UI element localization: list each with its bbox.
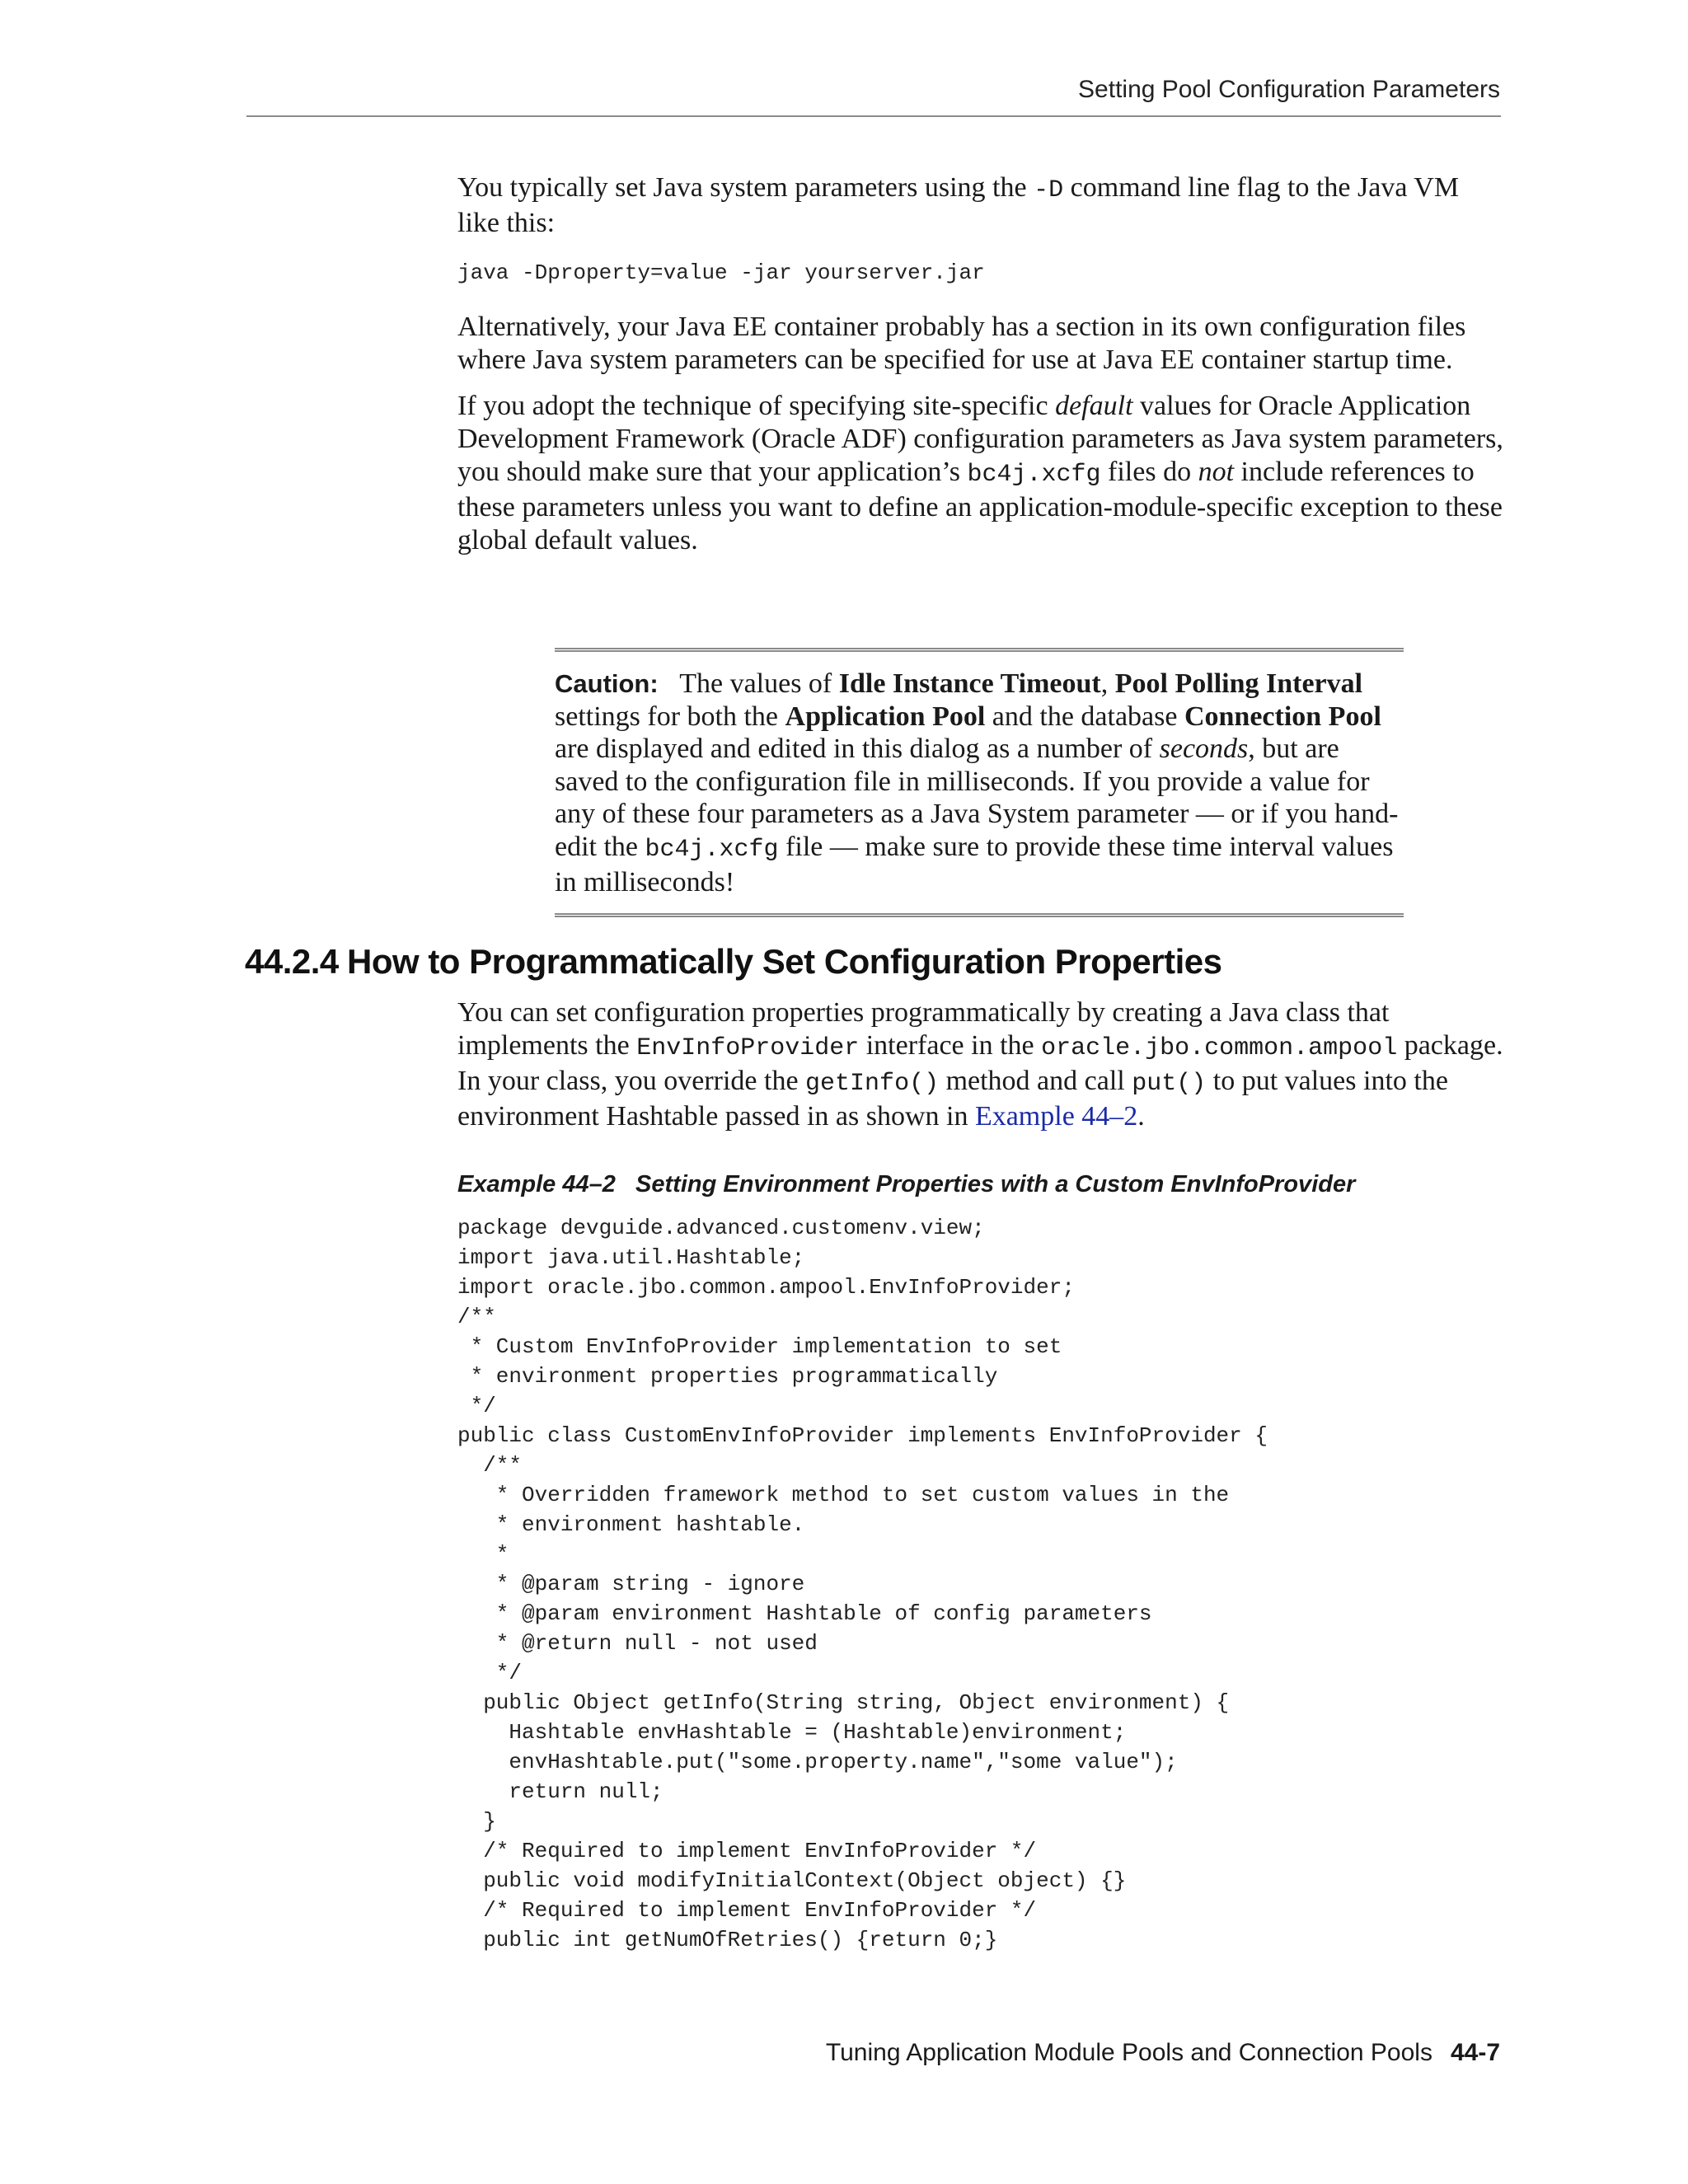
code-line: * @param string - ignore — [457, 1572, 805, 1596]
code-line: */ — [457, 1394, 496, 1418]
example-link[interactable]: Example 44–2 — [974, 1101, 1138, 1132]
intro-paragraph-3: If you adopt the technique of specifying site-specific default values for Oracle Application Development Framework (Oracle ADF) configuration parameters as Java system parameters, you should make sure that your application’s bc4j.xcfg files do not include references to these parameters unless you want to define an application-module-specific exception to these global default values. — [457, 391, 1503, 555]
code-line: * environment hashtable. — [457, 1512, 805, 1537]
section-title: How to Programmatically Set Configuration Properties — [347, 942, 1222, 981]
command-example: java -Dproperty=value -jar yourserver.jar — [457, 260, 985, 285]
code-line: package devguide.advanced.customenv.view; — [457, 1216, 985, 1240]
code-line: Hashtable envHashtable = (Hashtable)environment; — [457, 1720, 1127, 1745]
example-title — [457, 1171, 1355, 1198]
code-line: public Object getInfo(String string, Object environment) { — [457, 1690, 1230, 1715]
code-line: return null; — [457, 1779, 663, 1804]
code-line: * Overridden framework method to set custom values in the — [457, 1483, 1230, 1507]
code-line: /* Required to implement EnvInfoProvider */ — [457, 1898, 1037, 1923]
header-rule — [246, 115, 1501, 117]
code-line: /* Required to implement EnvInfoProvider */ — [457, 1839, 1037, 1863]
code-line: public void modifyInitialContext(Object object) {} — [457, 1868, 1127, 1893]
example-label: Example 44–2 — [457, 1171, 616, 1197]
code-line: import oracle.jbo.common.ampool.EnvInfoProvider; — [457, 1275, 1075, 1300]
intro-paragraph-1: You typically set Java system parameters using the -D command line flag to the Java VM like this: — [457, 172, 1460, 238]
section-number: 44.2.4 — [245, 942, 339, 981]
section-body — [457, 996, 1504, 1146]
section-paragraph: You can set configuration properties programmatically by creating a Java class that implements the EnvInfoProvider interface in the oracle.jbo.common.ampool package. In your class, you override the getInfo() method and call put() to put values into the environment Hashtable passed in as shown in Example 44–2. — [457, 997, 1503, 1132]
example-caption: Setting Environment Properties with a Custom EnvInfoProvider — [635, 1171, 1356, 1197]
caution-label: Caution: — [555, 669, 659, 698]
section-heading — [245, 942, 1222, 982]
code-line: envHashtable.put("some.property.name","some value"); — [457, 1750, 1178, 1774]
code-line: import java.util.Hashtable; — [457, 1245, 805, 1270]
code-line: * — [457, 1542, 509, 1567]
code-line: * environment properties programmatically — [457, 1364, 998, 1389]
code-line: /** — [457, 1305, 496, 1329]
inline-code: -D — [1034, 176, 1064, 204]
code-line: public class CustomEnvInfoProvider implements EnvInfoProvider { — [457, 1423, 1268, 1448]
code-line: } — [457, 1809, 496, 1834]
code-block — [457, 1213, 1268, 1955]
page-footer — [826, 2039, 1500, 2067]
intro-paragraph-2: Alternatively, your Java EE container probably has a section in its own configuration files where Java system parameters can be specified for use at Java EE container startup time. — [457, 312, 1466, 375]
code-line: * Custom EnvInfoProvider implementation to set — [457, 1334, 1062, 1359]
caution-text: Caution: The values of Idle Instance Timeout, Pool Polling Interval settings for both the Application Pool and the database Connection Pool are displayed and edited in this dialog as a number of seconds, but are saved to the configuration file in milliseconds. If you provide a value for any of these four parameters as a Java System parameter — or if you hand-edit the bc4j.xcfg file — make sure to provide these time interval values in milliseconds! — [555, 668, 1399, 898]
code-line: public int getNumOfRetries() {return 0;} — [457, 1928, 998, 1952]
page-number: 44-7 — [1450, 2039, 1500, 2066]
intro-section — [457, 171, 1504, 570]
code-line: /** — [457, 1453, 523, 1478]
caution-box — [555, 648, 1404, 917]
code-line: * @return null - not used — [457, 1631, 818, 1656]
code-line: */ — [457, 1661, 523, 1685]
running-header: Setting Pool Configuration Parameters — [1078, 76, 1500, 103]
footer-book-title: Tuning Application Module Pools and Connection Pools — [825, 2039, 1432, 2066]
code-line: * @param environment Hashtable of config parameters — [457, 1601, 1152, 1626]
